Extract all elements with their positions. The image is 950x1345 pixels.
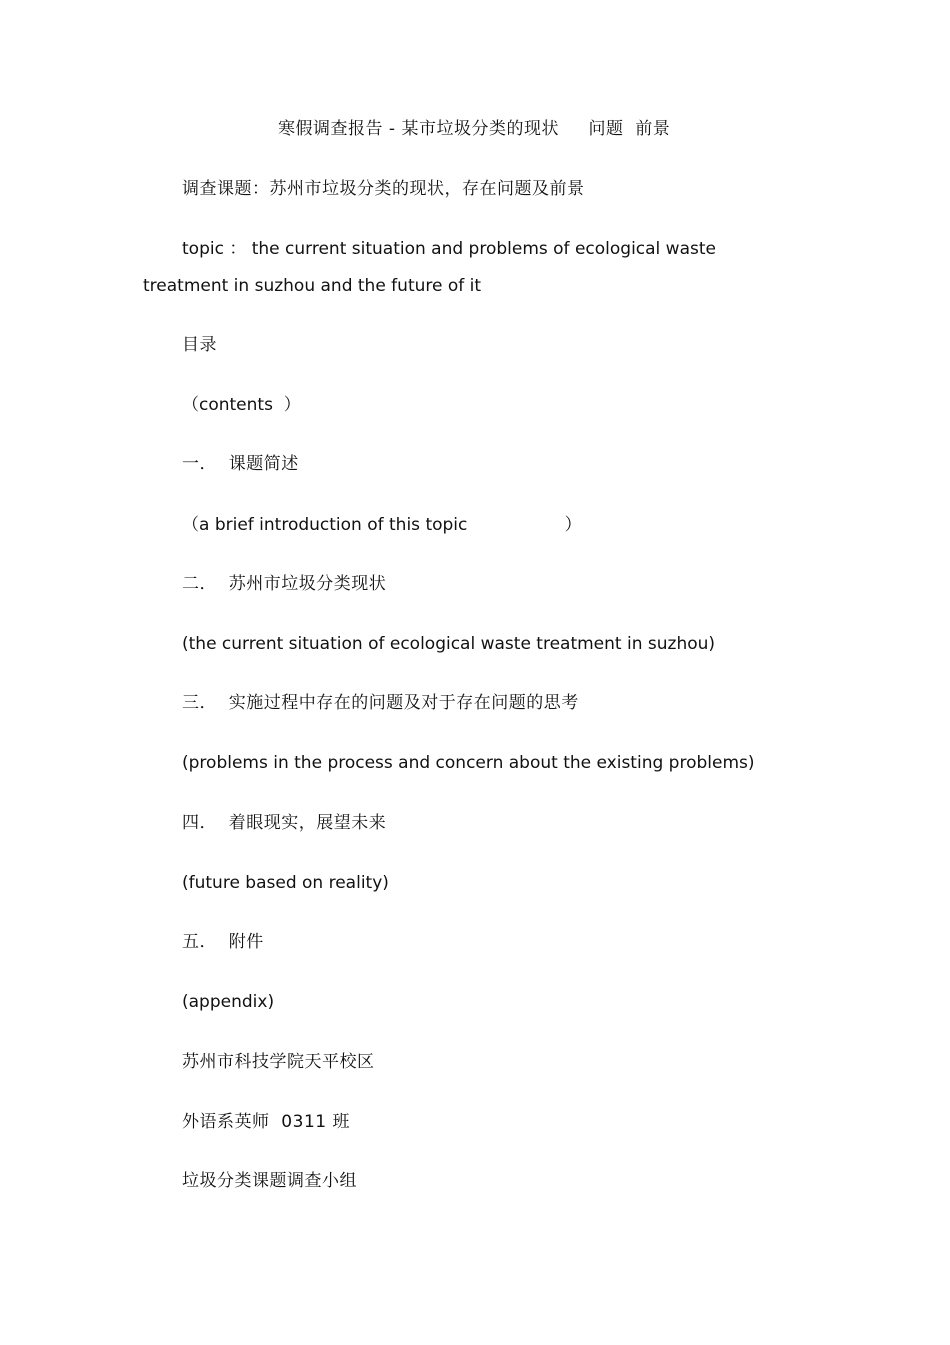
topic-english-line1: topic ： the current situation and problems of ecological waste bbox=[182, 239, 716, 259]
school-name: 苏州市科技学院天平校区 bbox=[182, 1052, 375, 1072]
toc-item-1: 一． 课题简述 bbox=[182, 454, 299, 474]
toc-item-2: 二． 苏州市垃圾分类现状 bbox=[182, 574, 387, 594]
report-title: 寒假调查报告 - 某市垃圾分类的现状 问题 前景 bbox=[278, 119, 671, 139]
toc-heading-english: （contents ） bbox=[182, 395, 301, 415]
class-name: 外语系英师 0311 班 bbox=[182, 1112, 350, 1132]
toc-item-3: 三． 实施过程中存在的问题及对于存在问题的思考 bbox=[182, 693, 579, 713]
toc-item-4-english: (future based on reality) bbox=[182, 873, 389, 893]
toc-item-3-english: (problems in the process and concern about the existing problems) bbox=[182, 753, 755, 773]
toc-heading: 目录 bbox=[182, 335, 217, 355]
report-subject: 调查课题：苏州市垃圾分类的现状，存在问题及前景 bbox=[182, 179, 585, 199]
toc-item-2-english: (the current situation of ecological waste treatment in suzhou) bbox=[182, 634, 716, 654]
toc-item-5: 五． 附件 bbox=[182, 932, 264, 952]
group-name: 垃圾分类课题调查小组 bbox=[182, 1171, 357, 1191]
toc-item-4: 四． 着眼现实，展望未来 bbox=[182, 813, 387, 833]
toc-item-5-english: (appendix) bbox=[182, 992, 275, 1012]
toc-item-1-english: （a brief introduction of this topic ） bbox=[182, 515, 582, 535]
topic-english-line2: treatment in suzhou and the future of it bbox=[143, 276, 482, 296]
